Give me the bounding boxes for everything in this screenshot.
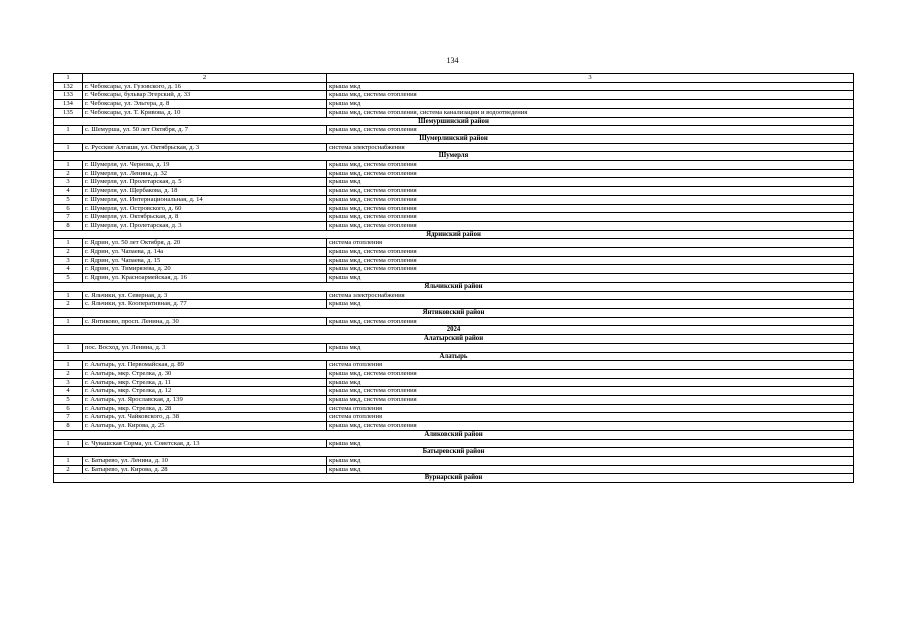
address-cell: с. Яльчики, ул. Северная, д. 3 xyxy=(83,291,327,300)
row-number: 1 xyxy=(54,317,83,326)
address-cell: г. Алатырь, ул. Кирова, д. 25 xyxy=(83,422,327,431)
row-number: 2 xyxy=(54,300,83,309)
table-row xyxy=(54,178,854,187)
works-cell: система отопления xyxy=(327,361,854,370)
row-number: 1 xyxy=(54,439,83,448)
row-number: 8 xyxy=(54,221,83,230)
address-cell: с. Батырево, ул. Кирова, д. 28 xyxy=(83,465,327,474)
address-cell: с. Русские Алгаши, ул. Октябрьская, д. 3 xyxy=(83,143,327,152)
works-cell: крыша мкд, система отопления xyxy=(327,169,854,178)
table-row xyxy=(54,456,854,465)
address-cell: с. Батырево, ул. Ленина, д. 10 xyxy=(83,456,327,465)
address-cell: г. Чебоксары, бульвар Эгерский, д. 33 xyxy=(83,91,327,100)
row-number: 2 xyxy=(54,465,83,474)
address-cell: пос. Восход, ул. Ленина, д. 3 xyxy=(83,343,327,352)
address-cell: г. Алатырь, мкр. Стрелка, д. 12 xyxy=(83,387,327,396)
row-number: 1 xyxy=(54,239,83,248)
address-cell: г. Ядрин, ул. Чапаева, д. 15 xyxy=(83,256,327,265)
works-cell: крыша мкд, система отопления xyxy=(327,387,854,396)
table-row xyxy=(54,204,854,213)
address-cell: с. Чувашская Сорма, ул. Советская, д. 13 xyxy=(83,439,327,448)
works-cell: крыша мкд xyxy=(327,178,854,187)
table-row xyxy=(54,248,854,257)
works-cell: крыша мкд xyxy=(327,82,854,91)
works-cell: система отопления xyxy=(327,413,854,422)
row-number: 5 xyxy=(54,396,83,405)
works-cell: крыша мкд xyxy=(327,300,854,309)
table-row xyxy=(54,108,854,117)
table-row xyxy=(54,143,854,152)
row-number: 3 xyxy=(54,178,83,187)
section-title: Янтиковский район xyxy=(54,308,854,317)
table-row xyxy=(54,422,854,431)
row-number: 1 xyxy=(54,143,83,152)
row-number: 1 xyxy=(54,291,83,300)
section-header-row xyxy=(54,448,854,457)
column-number-row xyxy=(54,74,854,83)
works-cell: крыша мкд xyxy=(327,100,854,109)
table-row xyxy=(54,413,854,422)
works-cell: крыша мкд, система отопления xyxy=(327,396,854,405)
table-row xyxy=(54,161,854,170)
works-cell: крыша мкд xyxy=(327,274,854,283)
works-cell: система отопления xyxy=(327,239,854,248)
section-title: Алатырь xyxy=(54,352,854,361)
column-number-2: 2 xyxy=(83,74,327,83)
row-number: 4 xyxy=(54,387,83,396)
address-cell: г. Шумерля, ул. Островского, д. 60 xyxy=(83,204,327,213)
row-number: 8 xyxy=(54,422,83,431)
row-number: 6 xyxy=(54,404,83,413)
table-row xyxy=(54,369,854,378)
row-number: 3 xyxy=(54,256,83,265)
section-title: Шемуршинский район xyxy=(54,117,854,126)
row-number: 1 xyxy=(54,161,83,170)
address-cell: г. Шумерля, ул. Интернациональная, д. 14 xyxy=(83,195,327,204)
address-cell: г. Алатырь, ул. Ярославская, д. 139 xyxy=(83,396,327,405)
row-number: 1 xyxy=(54,456,83,465)
row-number: 1 xyxy=(54,126,83,135)
section-title: Яльчикский район xyxy=(54,282,854,291)
table-row xyxy=(54,291,854,300)
table-row xyxy=(54,100,854,109)
works-cell: крыша мкд, система отопления, система канализации и водоотведения xyxy=(327,108,854,117)
row-number: 133 xyxy=(54,91,83,100)
address-cell: г. Шумерля, ул. Чернова, д. 19 xyxy=(83,161,327,170)
table-row xyxy=(54,465,854,474)
section-header-row xyxy=(54,352,854,361)
table-row xyxy=(54,82,854,91)
table-row xyxy=(54,239,854,248)
address-cell: г. Алатырь, мкр. Стрелка, д. 28 xyxy=(83,404,327,413)
table-row xyxy=(54,378,854,387)
row-number: 1 xyxy=(54,361,83,370)
address-cell: г. Шумерля, ул. Пролетарская, д. 3 xyxy=(83,221,327,230)
section-header-row xyxy=(54,308,854,317)
address-cell: г. Шумерля, ул. Ленина, д. 32 xyxy=(83,169,327,178)
section-header-row xyxy=(54,134,854,143)
row-number: 3 xyxy=(54,378,83,387)
section-title: Шумерлинский район xyxy=(54,134,854,143)
table-row xyxy=(54,265,854,274)
works-cell: крыша мкд, система отопления xyxy=(327,204,854,213)
table-row xyxy=(54,274,854,283)
address-cell: с. Шемурша, ул. 50 лет Октября, д. 7 xyxy=(83,126,327,135)
section-title: Батыревский район xyxy=(54,448,854,457)
table-row xyxy=(54,187,854,196)
row-number: 134 xyxy=(54,100,83,109)
address-cell: с. Янтиково, просп. Ленина, д. 30 xyxy=(83,317,327,326)
address-cell: г. Алатырь, мкр. Стрелка, д. 11 xyxy=(83,378,327,387)
works-cell: система отопления xyxy=(327,404,854,413)
section-title: Шумерля xyxy=(54,152,854,161)
table-row xyxy=(54,195,854,204)
section-title: Вурнарский район xyxy=(54,474,854,483)
section-title: 2024 xyxy=(54,326,854,335)
table-row xyxy=(54,387,854,396)
section-header-row xyxy=(54,152,854,161)
row-number: 7 xyxy=(54,413,83,422)
buildings-table xyxy=(53,73,854,483)
works-cell: крыша мкд, система отопления xyxy=(327,369,854,378)
address-cell: г. Чебоксары, ул. Эльгера, д. 8 xyxy=(83,100,327,109)
row-number: 2 xyxy=(54,248,83,257)
section-header-row xyxy=(54,117,854,126)
works-cell: крыша мкд xyxy=(327,465,854,474)
works-cell: крыша мкд xyxy=(327,343,854,352)
works-cell: система электроснабжения xyxy=(327,143,854,152)
address-cell: г. Ядрин, ул. Чапаева, д. 14а xyxy=(83,248,327,257)
row-number: 4 xyxy=(54,265,83,274)
row-number: 2 xyxy=(54,169,83,178)
section-header-row xyxy=(54,430,854,439)
table-row xyxy=(54,300,854,309)
table-row xyxy=(54,317,854,326)
section-title: Ядринский район xyxy=(54,230,854,239)
table-row xyxy=(54,91,854,100)
row-number: 7 xyxy=(54,213,83,222)
table-row xyxy=(54,126,854,135)
address-cell: г. Чебоксары, ул. Гузовского, д. 16 xyxy=(83,82,327,91)
works-cell: крыша мкд, система отопления xyxy=(327,126,854,135)
table-row xyxy=(54,404,854,413)
address-cell: г. Алатырь, ул. Чайковского, д. 38 xyxy=(83,413,327,422)
works-cell: крыша мкд, система отопления xyxy=(327,256,854,265)
table-row xyxy=(54,221,854,230)
address-cell: г. Шумерля, ул. Пролетарская, д. 5 xyxy=(83,178,327,187)
section-header-row xyxy=(54,326,854,335)
address-cell: г. Шумерля, ул. Щербакова, д. 18 xyxy=(83,187,327,196)
section-title: Алатырский район xyxy=(54,335,854,344)
works-cell: крыша мкд, система отопления xyxy=(327,187,854,196)
section-header-row xyxy=(54,335,854,344)
row-number: 4 xyxy=(54,187,83,196)
table-row xyxy=(54,439,854,448)
table-row xyxy=(54,396,854,405)
address-cell: г. Чебоксары, ул. Т. Кривова, д. 10 xyxy=(83,108,327,117)
column-number-1: 1 xyxy=(54,74,83,83)
table-row xyxy=(54,256,854,265)
address-cell: г. Шумерля, ул. Октябрьская, д. 8 xyxy=(83,213,327,222)
row-number: 2 xyxy=(54,369,83,378)
section-header-row xyxy=(54,230,854,239)
address-cell: г. Ядрин, ул. Тимирязева, д. 20 xyxy=(83,265,327,274)
works-cell: крыша мкд, система отопления xyxy=(327,248,854,257)
address-cell: г. Алатырь, ул. Первомайская, д. 89 xyxy=(83,361,327,370)
table-row xyxy=(54,343,854,352)
row-number: 5 xyxy=(54,274,83,283)
works-cell: крыша мкд xyxy=(327,439,854,448)
row-number: 135 xyxy=(54,108,83,117)
works-cell: крыша мкд, система отопления xyxy=(327,91,854,100)
row-number: 1 xyxy=(54,343,83,352)
works-cell: крыша мкд, система отопления xyxy=(327,422,854,431)
address-cell: с. Яльчики, ул. Кооперативная, д. 77 xyxy=(83,300,327,309)
works-cell: крыша мкд, система отопления xyxy=(327,265,854,274)
row-number: 6 xyxy=(54,204,83,213)
address-cell: г. Ядрин, ул. 50 лет Октября, д. 20 xyxy=(83,239,327,248)
works-cell: крыша мкд, система отопления xyxy=(327,195,854,204)
table-row xyxy=(54,169,854,178)
works-cell: крыша мкд xyxy=(327,378,854,387)
works-cell: крыша мкд, система отопления xyxy=(327,161,854,170)
works-cell: крыша мкд xyxy=(327,456,854,465)
section-header-row xyxy=(54,282,854,291)
address-cell: г. Алатырь, мкр. Стрелка, д. 30 xyxy=(83,369,327,378)
row-number: 132 xyxy=(54,82,83,91)
section-header-row xyxy=(54,474,854,483)
row-number: 5 xyxy=(54,195,83,204)
works-cell: система электроснабжения xyxy=(327,291,854,300)
table-row xyxy=(54,361,854,370)
address-cell: г. Ядрин, ул. Красноармейская, д. 16 xyxy=(83,274,327,283)
section-title: Аликовский район xyxy=(54,430,854,439)
works-cell: крыша мкд, система отопления xyxy=(327,317,854,326)
works-cell: крыша мкд, система отопления xyxy=(327,221,854,230)
column-number-3: 3 xyxy=(327,74,854,83)
works-cell: крыша мкд, система отопления xyxy=(327,213,854,222)
table-row xyxy=(54,213,854,222)
page-number: 134 xyxy=(446,56,459,65)
